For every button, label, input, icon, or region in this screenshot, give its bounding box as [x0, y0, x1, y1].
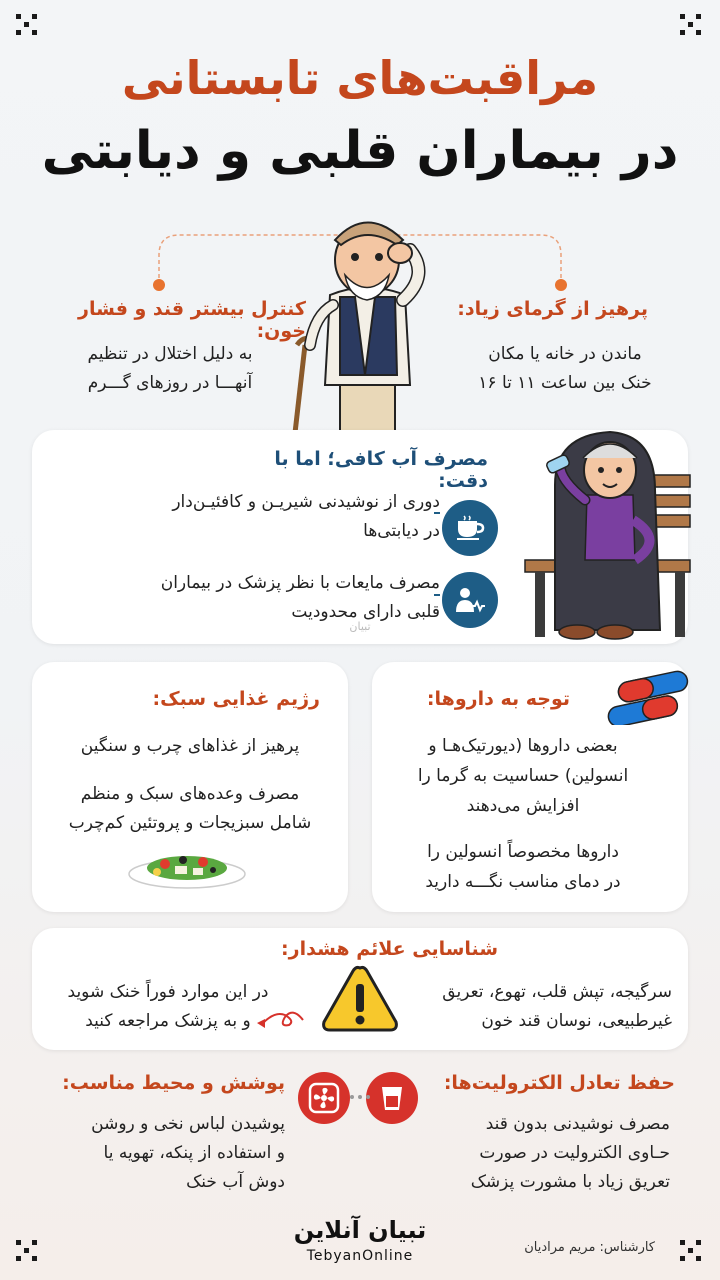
credit-text: کارشناس: مریم مرادیان: [524, 1240, 655, 1255]
fan-icon: [298, 1072, 350, 1124]
corner-dots-decoration: [680, 14, 702, 36]
capsule-pills-icon: [600, 670, 695, 725]
heat-heading: پرهیز از گرمای زیاد:: [457, 298, 648, 320]
drugs-p1-line-3: افزایش می‌دهند: [466, 796, 580, 816]
water-item-2-line-2: قلبی دارای محدودیت: [291, 602, 440, 622]
brand-logo-fa: تبیان آنلاین: [293, 1216, 427, 1244]
diet-p2-line-1: مصرف وعده‌های سبک و منظم: [80, 784, 300, 804]
heat-text-1: ماندن در خانه یا مکان: [488, 344, 642, 364]
bullet-dash: [434, 512, 440, 514]
drugs-p1-line-1: بعضی داروها (دیورتیک‌هـا و: [428, 736, 618, 756]
warning-action-line-1: در این موارد فوراً خنک شوید: [67, 982, 269, 1002]
control-heading: کنترل بیشتر قند و فشار خون:: [78, 298, 306, 342]
clothing-text-2: و استفاده از پنکه، تهویه یا: [103, 1143, 285, 1163]
diet-heading: رژیم غذایی سبک:: [152, 688, 320, 710]
warning-heading: شناسایی علائم هشدار:: [281, 938, 498, 960]
electrolyte-text-1: مصرف نوشیدنی بدون قند: [485, 1114, 670, 1134]
salad-plate-icon: [125, 842, 250, 892]
dotted-separator: [348, 1090, 372, 1104]
drugs-p2-line-2: در دمای مناسب نگـــه دارید: [425, 872, 621, 892]
control-text-1: به دلیل اختلال در تنظیم: [87, 344, 253, 364]
warning-symptoms-line-1: سرگیجه، تپش قلب، تهوع، تعریق: [442, 982, 672, 1002]
water-heading: مصرف آب کافی؛ اما با دقت:: [274, 448, 488, 492]
bullet-dash: [434, 594, 440, 596]
title-line-1: مراقبت‌های تابستانی: [121, 51, 599, 105]
title-line-2: در بیماران قلبی و دیابتی: [41, 121, 679, 181]
clothing-text-3: دوش آب خنک: [186, 1172, 285, 1192]
heat-text-2: خنک بین ساعت ۱۱ تا ۱۶: [478, 373, 652, 393]
water-item-1-line-2: در دیابتی‌ها: [363, 521, 440, 541]
coffee-cup-icon: [442, 500, 498, 556]
water-item-1-line-1: دوری از نوشیدنی شیریـن و کافئیـن‌دار: [172, 492, 440, 512]
electrolyte-text-3: تعریق زیاد با مشورت پزشک: [470, 1172, 670, 1192]
brand-logo-en: TebyanOnline: [306, 1248, 414, 1264]
clothing-text-1: پوشیدن لباس نخی و روشن: [91, 1114, 285, 1134]
diet-p2-line-2: شامل سبزیجات و پروتئین کم‌چرب: [68, 813, 312, 833]
diet-p1: پرهیز از غذاهای چرب و سنگین: [80, 736, 300, 756]
drugs-p1-line-2: انسولین) حساسیت به گرما را: [417, 766, 629, 786]
water-item-2-line-1: مصرف مایعات با نظر پزشک در بیماران: [160, 573, 440, 593]
warning-action-line-2: و به پزشک مراجعه کنید: [85, 1011, 251, 1031]
corner-dots-decoration: [16, 14, 38, 36]
doctor-patient-icon: [442, 572, 498, 628]
corner-dots-decoration: [16, 1240, 38, 1262]
corner-dots-decoration: [680, 1240, 702, 1262]
watermark-text: تبیان: [349, 620, 371, 633]
drink-glass-icon: [366, 1072, 418, 1124]
clothing-heading: پوشش و محیط مناسب:: [62, 1072, 285, 1094]
control-text-2: آنهـــا در روزهای گـــرم: [87, 373, 253, 393]
electrolyte-text-2: حـاوی الکترولیت در صورت: [479, 1143, 670, 1163]
electrolyte-heading: حفظ تعادل الکترولیت‌ها:: [443, 1072, 675, 1094]
elderly-woman-on-bench-illustration: [515, 420, 695, 645]
elderly-man-illustration: [285, 205, 445, 435]
drugs-heading: توجه به داروها:: [426, 688, 570, 710]
drugs-p2-line-1: داروها مخصوصاً انسولین را: [427, 842, 619, 862]
warning-triangle-icon: [320, 962, 400, 1034]
warning-symptoms-line-2: غیرطبیعی، نوسان قند خون: [481, 1011, 672, 1031]
